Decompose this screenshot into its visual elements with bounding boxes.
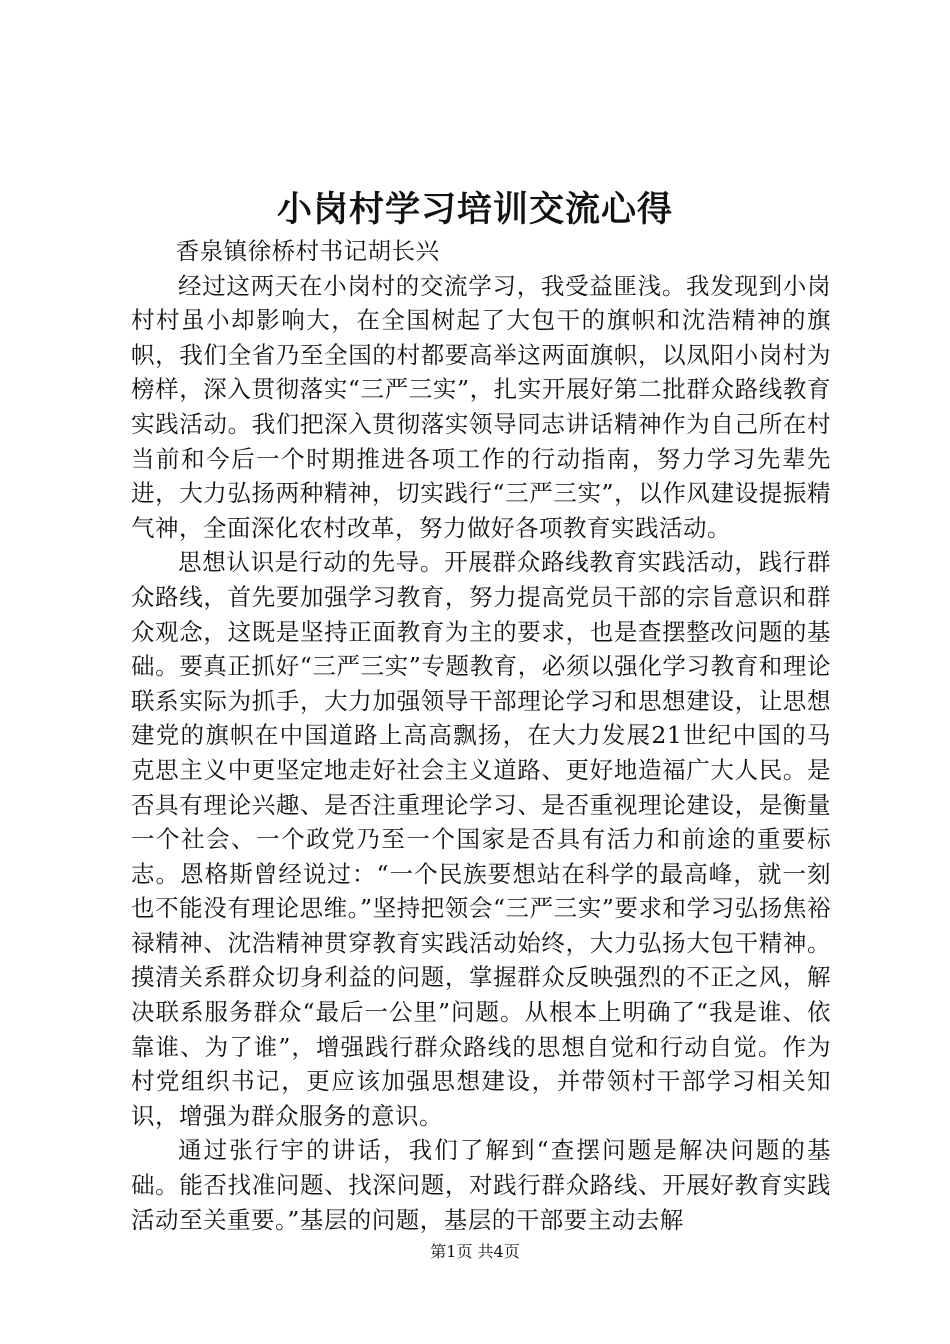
paragraph-2: 思想认识是行动的先导。开展群众路线教育实践活动，践行群众路线，首先要加强学习教育，努力提高党员干部的宗旨意识和群众观念，这既是坚持正面教育为主的要求，也是查摆整改问题的基础。要真正抓好“三严三实”专题教育，必须以强化学习教育和理论联系实际为抓手，大力加强领导干部理论学习和思想建设，让思想建党的旗帜在中国道路上高高飘扬，在大力发展21世纪中国的马克思主义中更坚定地走好社会主义道路、更好地造福广大人民。是否具有理论兴趣、是否注重理论学习、是否重视理论建设，是衡量一个社会、一个政党乃至一个国家是否具有活力和前途的重要标志。恩格斯曾经说过：“一个民族要想站在科学的最高峰，就一刻也不能没有理论思维。”坚持把领会“三严三实”要求和学习弘扬焦裕禄精神、沈浩精神贯穿教育实践活动始终，大力弘扬大包干精神。摸清关系群众切身利益的问题，掌握群众反映强烈的不正之风，解决联系服务群众“最后一公里”问题。从根本上明确了“我是谁、依靠谁、为了谁”，增强践行群众路线的思想自觉和行动自觉。作为村党组织书记，更应该加强思想建设，并带领村干部学习相关知识，增强为群众服务的意识。 (131, 548, 831, 1130)
author-line: 香泉镇徐桥村书记胡长兴 (175, 237, 440, 265)
paragraph-1: 经过这两天在小岗村的交流学习，我受益匪浅。我发现到小岗村村虽小却影响大，在全国树起了大包干的旗帜和沈浩精神的旗帜，我们全省乃至全国的村都要高举这两面旗帜，以凤阳小岗村为榜样，深入贯彻落实“三严三实”，扎实开展好第二批群众路线教育实践活动。我们把深入贯彻落实领导同志讲话精神作为自己所在村当前和今后一个时期推进各项工作的行动指南，努力学习先辈先进，大力弘扬两种精神，切实践行“三严三实”，以作风建设提振精气神，全面深化农村改革，努力做好各项教育实践活动。 (131, 271, 831, 542)
page-footer: 第1页 共4页 (430, 1242, 520, 1261)
paragraph-3: 通过张行宇的讲话，我们了解到“查摆问题是解决问题的基础。能否找准问题、找深问题，对践行群众路线、开展好教育实践活动至关重要。”基层的问题，基层的干部要主动去解 (131, 1136, 831, 1234)
document-body (131, 234, 831, 1237)
document-title: 小岗村学习培训交流心得 (276, 189, 673, 230)
